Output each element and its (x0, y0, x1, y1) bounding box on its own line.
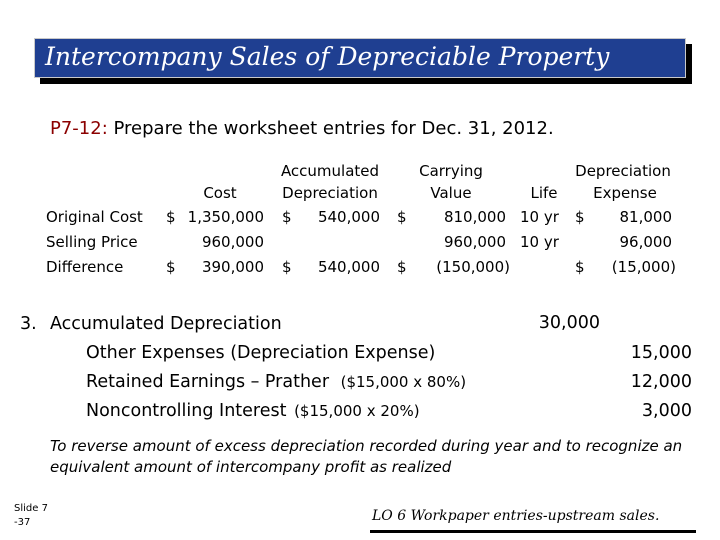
debit-account: Accumulated Depreciation (50, 314, 282, 334)
carry-dollar: $ (397, 258, 407, 276)
credit-account: Other Expenses (Depreciation Expense) (86, 343, 436, 363)
carry-value: 810,000 (443, 208, 506, 226)
accum-value: 540,000 (317, 208, 380, 226)
entry-number: 3. (20, 314, 37, 334)
header-depreciation-expense-1: Depreciation (575, 162, 671, 180)
slide-number-line1: Slide 7 (14, 503, 48, 514)
header-value: Value (430, 184, 472, 202)
dep-value: (15,000) (611, 258, 676, 276)
credit-amount: 3,000 (641, 401, 692, 421)
credit-note: ($15,000 x 80%) (340, 373, 467, 391)
dep-value: 81,000 (619, 208, 672, 226)
dep-value: 96,000 (619, 233, 672, 251)
header-accumulated: Accumulated (280, 162, 380, 180)
credit-amount: 12,000 (630, 372, 692, 392)
dep-dollar: $ (575, 208, 585, 226)
accum-dollar: $ (282, 258, 292, 276)
carry-value: (150,000) (436, 258, 510, 276)
row-label: Selling Price (46, 233, 138, 251)
entry-explanation: To reverse amount of excess depreciation recorded during year and to recognize an equivalent amount of intercompany profit as realized (50, 437, 683, 476)
credit-note: ($15,000 x 20%) (294, 402, 420, 420)
problem-statement (50, 118, 554, 139)
row-label: Difference (46, 258, 124, 276)
header-life: Life (530, 184, 558, 202)
slide-number-line2: -37 (14, 517, 31, 528)
cost-dollar: $ (166, 258, 176, 276)
cost-value: 390,000 (201, 258, 264, 276)
life-value: 10 yr (520, 233, 559, 251)
cost-value: 1,350,000 (187, 208, 264, 226)
header-expense: Expense (593, 184, 657, 202)
dep-dollar: $ (575, 258, 585, 276)
accum-value: 540,000 (317, 258, 380, 276)
debit-amount: 30,000 (538, 313, 600, 333)
cost-value: 960,000 (201, 233, 264, 251)
header-carrying: Carrying (419, 162, 483, 180)
learning-objective: LO 6 Workpaper entries-upstream sales. (372, 508, 660, 524)
credit-line (86, 400, 420, 422)
slide-number (14, 502, 48, 530)
problem-number: P7-12: (50, 118, 108, 139)
credit-account: Retained Earnings – Prather (86, 372, 330, 392)
header-depreciation: Depreciation (282, 184, 378, 202)
credit-line (86, 371, 466, 393)
header-cost: Cost (203, 184, 237, 202)
carry-value: 960,000 (443, 233, 506, 251)
life-value: 10 yr (520, 208, 559, 226)
slide-title: Intercompany Sales of Depreciable Property (45, 42, 610, 71)
credit-account: Noncontrolling Interest (86, 401, 287, 421)
carry-dollar: $ (397, 208, 407, 226)
row-label: Original Cost (46, 208, 143, 226)
title-bar (34, 38, 686, 78)
credit-amount: 15,000 (630, 343, 692, 363)
problem-text: Prepare the worksheet entries for Dec. 31, 2012. (113, 118, 554, 139)
accum-dollar: $ (282, 208, 292, 226)
learning-objective-underline (370, 530, 696, 533)
cost-dollar: $ (166, 208, 176, 226)
